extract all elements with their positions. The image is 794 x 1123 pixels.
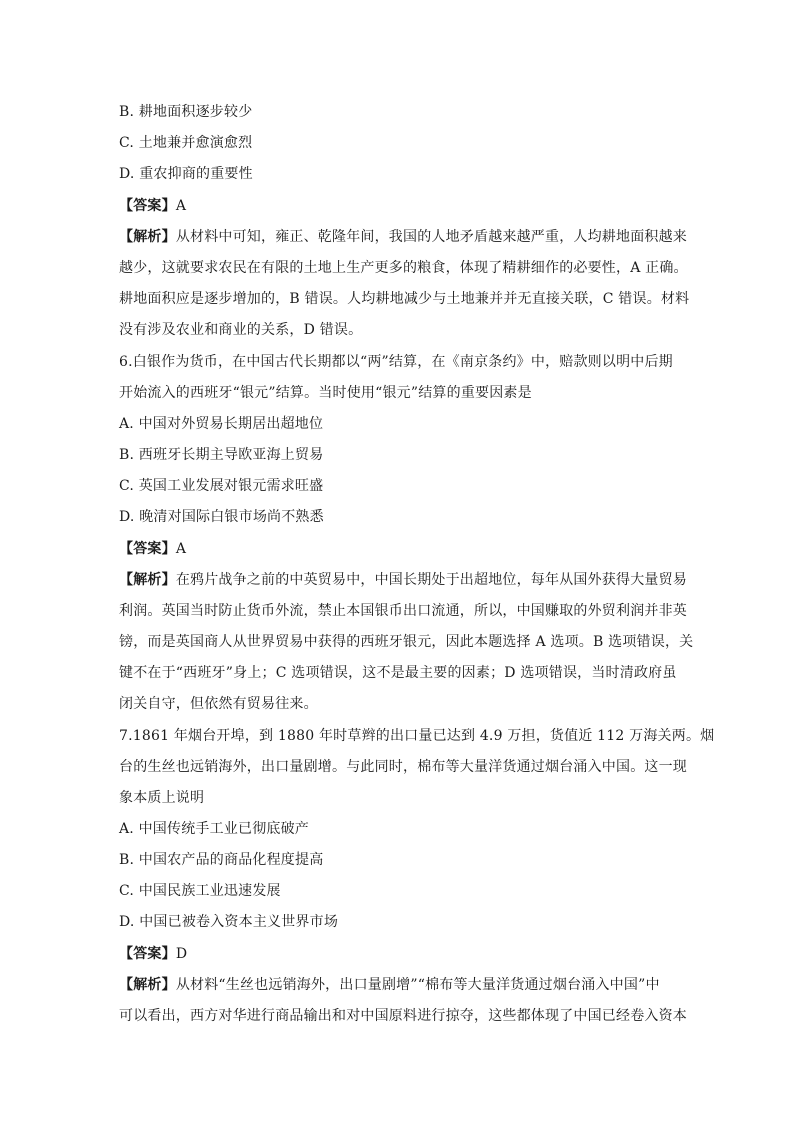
q6-analysis-line-1 (119, 570, 688, 590)
answer-value: A (175, 198, 187, 214)
q7-option-c: C. 中国民族工业迅速发展 (119, 883, 281, 899)
q5-option-c: C. 土地兼并愈演愈烈 (119, 135, 253, 151)
analysis-tag: 【解析】 (119, 977, 176, 993)
q7-stem-line-3: 象本质上说明 (119, 790, 205, 806)
analysis-text: 在鸦片战争之前的中英贸易中，中国长期处于出超地位，每年从国外获得大量贸易 (175, 572, 688, 588)
q6-option-b: B. 西班牙长期主导欧亚海上贸易 (119, 447, 324, 463)
q6-stem-line-2: 开始流入的西班牙“银元”结算。当时使用“银元”结算的重要因素是 (119, 385, 532, 401)
analysis-tag: 【解析】 (119, 572, 176, 588)
analysis-tag: 【解析】 (119, 229, 176, 245)
q7-stem-line-2: 台的生丝也远销海外，出口量剧增。与此同时，棉布等大量洋货通过烟台涌入中国。这一现 (119, 759, 687, 775)
analysis-text: 从材料“生丝也远销海外，出口量剧增”“棉布等大量洋货通过烟台涌入中国”中 (175, 977, 660, 993)
q5-analysis-line-2: 越少，这就要求农民在有限的土地上生产更多的粮食，体现了精耕细作的必要性，A 正确。 (119, 260, 688, 276)
analysis-text: 从材料中可知，雍正、乾隆年间，我国的人地矛盾越来越严重，人均耕地面积越来 (175, 229, 688, 245)
answer-value: A (175, 541, 187, 557)
q7-analysis-line-1 (119, 975, 679, 995)
q6-analysis-line-3: 镑，而是英国商人从世界贸易中获得的西班牙银元，因此本题选择 A 选项。B 选项错误，关 (119, 634, 694, 650)
q5-analysis-line-3: 耕地面积应是逐步增加的，B 错误。人均耕地减少与土地兼并并无直接关联，C 错误。材料 (119, 291, 690, 307)
q6-option-d: D. 晚清对国际白银市场尚不熟悉 (119, 509, 324, 525)
answer-value: D (175, 946, 188, 962)
q6-stem-line-1: 6.白银作为货币，在中国古代长期都以“两”结算，在《南京条约》中，赔款则以明中后期 (119, 354, 673, 370)
q5-answer (119, 196, 679, 216)
q5-option-d: D. 重农抑商的重要性 (119, 166, 253, 182)
q5-analysis-line-1 (119, 227, 688, 247)
q7-option-d: D. 中国已被卷入资本主义世界市场 (119, 914, 339, 930)
q6-option-a: A. 中国对外贸易长期居出超地位 (119, 416, 324, 432)
q6-option-c: C. 英国工业发展对银元需求旺盛 (119, 478, 324, 494)
answer-tag: 【答案】 (119, 541, 176, 557)
answer-tag: 【答案】 (119, 198, 176, 214)
q6-analysis-line-5: 闭关自守，但依然有贸易往来。 (119, 696, 318, 712)
q7-stem-line-1: 7.1861 年烟台开埠，到 1880 年时草辫的出口量已达到 4.9 万担，货值近 112 万海关两。烟 (119, 728, 715, 744)
q7-option-a: A. 中国传统手工业已彻底破产 (119, 821, 310, 837)
q5-analysis-line-4: 没有涉及农业和商业的关系，D 错误。 (119, 322, 363, 338)
answer-tag: 【答案】 (119, 946, 176, 962)
q7-answer (119, 944, 679, 964)
q7-option-b: B. 中国农产品的商品化程度提高 (119, 852, 324, 868)
q6-answer (119, 539, 679, 559)
q5-option-b: B. 耕地面积逐步较少 (119, 104, 253, 120)
q7-analysis-line-2: 可以看出，西方对华进行商品输出和对中国原料进行掠夺，这些都体现了中国已经卷入资本 (119, 1008, 687, 1024)
q6-analysis-line-4: 键不在于“西班牙”身上；C 选项错误，这不是最主要的因素；D 选项错误，当时清政府虽 (119, 665, 677, 681)
q6-analysis-line-2: 利润。英国当时防止货币外流，禁止本国银币出口流通，所以，中国赚取的外贸利润并非英 (119, 603, 687, 619)
